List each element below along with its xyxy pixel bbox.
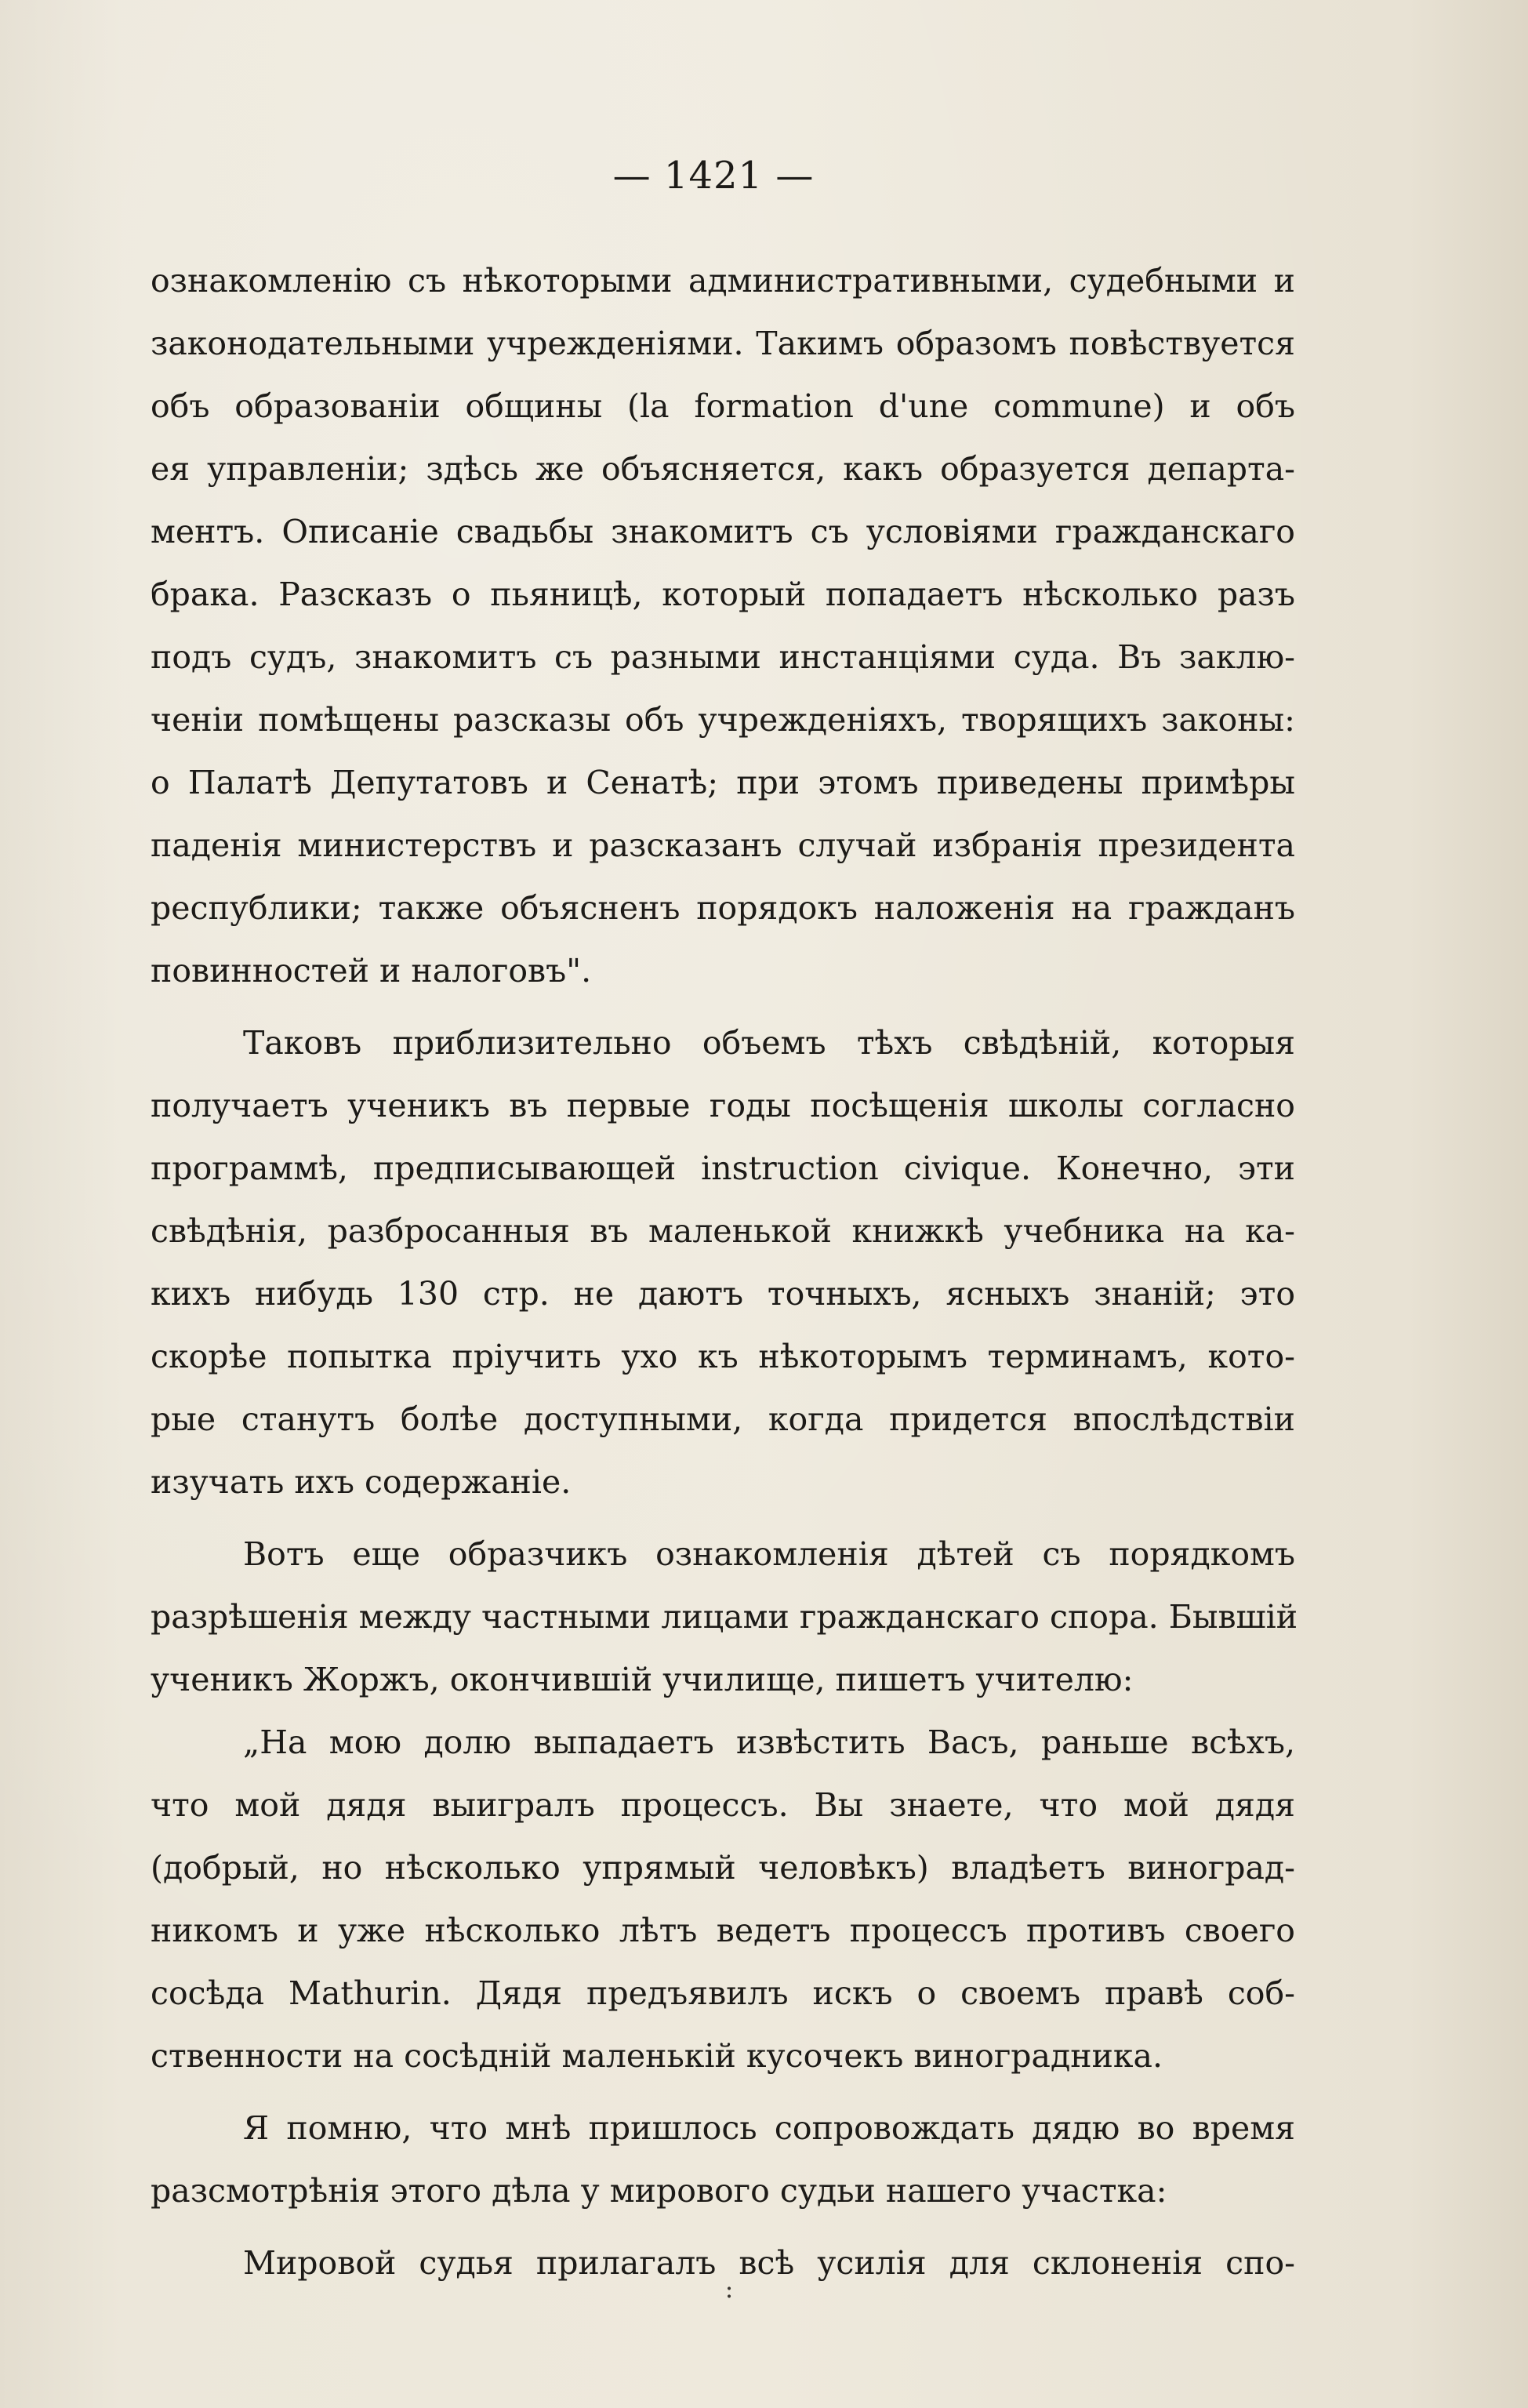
text-line: рые станутъ болѣе доступными, когда придется впослѣдствіи xyxy=(151,1400,1295,1438)
text-line: разрѣшенія между частными лицами гражданскаго спора. Бывшій xyxy=(151,1598,1298,1636)
text-line: получаетъ ученикъ въ первые годы посѣщенія школы согласно xyxy=(151,1087,1295,1124)
text-line: брака. Разсказъ о пьяницѣ, который попадаетъ нѣсколько разъ xyxy=(151,576,1295,613)
text-line: Я помню, что мнѣ пришлось сопровождать дядю во время xyxy=(243,2109,1295,2147)
text-line: Мировой судья прилагалъ всѣ усилія для склоненія спо- xyxy=(243,2244,1295,2282)
text-line: „На мою долю выпадаетъ извѣстить Васъ, раньше всѣхъ, xyxy=(243,1723,1295,1761)
text-line: ственности на сосѣдній маленькій кусочекъ виноградника. xyxy=(151,2037,1163,2075)
text-line: ментъ. Описаніе свадьбы знакомитъ съ условіями гражданскаго xyxy=(151,513,1295,550)
text-line: программѣ, предписывающей instruction civique. Конечно, эти xyxy=(151,1150,1295,1187)
text-line: ея управленіи; здѣсь же объясняется, какъ образуется департа- xyxy=(151,450,1295,488)
body-text xyxy=(151,249,1298,2294)
text-line: ознакомленію съ нѣкоторыми административными, судебными и xyxy=(151,262,1295,300)
text-line: паденія министерствъ и разсказанъ случай избранія президента xyxy=(151,826,1295,864)
text-line: свѣдѣнія, разбросанныя въ маленькой книжкѣ учебника на ка- xyxy=(151,1212,1295,1250)
text-line: Таковъ приблизительно объемъ тѣхъ свѣдѣній, которыя xyxy=(243,1024,1295,1062)
text-line: скорѣе попытка пріучить ухо къ нѣкоторымъ терминамъ, кото- xyxy=(151,1338,1295,1375)
text-line: (добрый, но нѣсколько упрямый человѣкъ) владѣетъ виноград- xyxy=(151,1849,1295,1887)
text-line: законодательными учрежденіями. Такимъ образомъ повѣствуется xyxy=(151,325,1295,362)
text-line: подъ судъ, знакомитъ съ разными инстанціями суда. Въ заклю- xyxy=(151,638,1295,676)
text-line: ченіи помѣщены разсказы объ учрежденіяхъ, творящихъ законы: xyxy=(151,701,1295,739)
text-line: о Палатѣ Депутатовъ и Сенатѣ; при этомъ приведены примѣры xyxy=(151,764,1295,801)
text-line: ученикъ Жоржъ, окончившій училище, пишетъ учителю: xyxy=(151,1661,1134,1698)
text-line: повинностей и налоговъ". xyxy=(151,952,592,990)
bottom-mark: : xyxy=(724,2274,734,2304)
text-line: сосѣда Mathurin. Дядя предъявилъ искъ о своемъ правѣ соб- xyxy=(151,1974,1295,2012)
text-line: разсмотрѣнія этого дѣла у мирового судьи нашего участка: xyxy=(151,2172,1167,2210)
text-line: Вотъ еще образчикъ ознакомленія дѣтей съ порядкомъ xyxy=(243,1535,1295,1573)
text-line: никомъ и уже нѣсколько лѣтъ ведетъ процессъ противъ своего xyxy=(151,1912,1295,1949)
text-line: что мой дядя выигралъ процессъ. Вы знаете, что мой дядя xyxy=(151,1786,1295,1824)
page-number: — 1421 — xyxy=(612,154,815,198)
text-line: республики; также объясненъ порядокъ наложенія на гражданъ xyxy=(151,889,1295,927)
text-line: кихъ нибудь 130 стр. не даютъ точныхъ, ясныхъ знаній; это xyxy=(151,1275,1295,1313)
text-line: изучать ихъ содержаніе. xyxy=(151,1463,572,1501)
text-line: объ образованіи общины (la formation d'une commune) и объ xyxy=(151,387,1295,425)
